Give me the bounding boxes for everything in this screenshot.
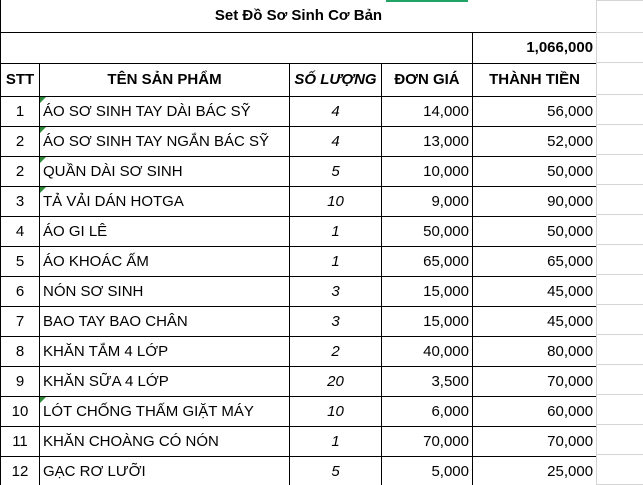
- cell-line-total[interactable]: 50,000: [473, 216, 597, 246]
- cell-unit-price[interactable]: 15,000: [382, 276, 473, 306]
- cell-product-name[interactable]: ÁO KHOÁC ẤM: [40, 246, 290, 276]
- header-stt[interactable]: STT: [1, 63, 40, 96]
- header-name[interactable]: TÊN SẢN PHẨM: [40, 63, 290, 96]
- cell-quantity[interactable]: 20: [290, 366, 382, 396]
- cell-product-name[interactable]: GẠC RƠ LƯỠI: [40, 456, 290, 485]
- row-gridline: [597, 454, 643, 455]
- row-gridline: [597, 32, 643, 33]
- cell-stt[interactable]: 2: [1, 126, 40, 156]
- row-gridline: [597, 394, 643, 395]
- cell-quantity[interactable]: 1: [290, 426, 382, 456]
- row-gridline: [597, 154, 643, 155]
- cell-product-name[interactable]: KHĂN CHOÀNG CÓ NÓN: [40, 426, 290, 456]
- cell-product-name[interactable]: QUẦN DÀI SƠ SINH: [40, 156, 290, 186]
- cell-unit-price[interactable]: 10,000: [382, 156, 473, 186]
- cell-quantity[interactable]: 10: [290, 396, 382, 426]
- header-row: [1, 63, 597, 96]
- table-row: [1, 456, 597, 485]
- table-row: [1, 336, 597, 366]
- grand-total-row: [1, 32, 597, 63]
- row-gridline: [597, 304, 643, 305]
- cell-unit-price[interactable]: 70,000: [382, 426, 473, 456]
- cell-product-name[interactable]: NÓN SƠ SINH: [40, 276, 290, 306]
- cell-product-name[interactable]: BAO TAY BAO CHÂN: [40, 306, 290, 336]
- cell-line-total[interactable]: 65,000: [473, 246, 597, 276]
- cell-line-total[interactable]: 25,000: [473, 456, 597, 485]
- cell-unit-price[interactable]: 9,000: [382, 186, 473, 216]
- cell-stt[interactable]: 9: [1, 366, 40, 396]
- cell-unit-price[interactable]: 15,000: [382, 306, 473, 336]
- row-gridline: [597, 0, 643, 1]
- cell-quantity[interactable]: 1: [290, 216, 382, 246]
- header-price[interactable]: ĐƠN GIÁ: [382, 63, 473, 96]
- cell-unit-price[interactable]: 13,000: [382, 126, 473, 156]
- cell-product-name[interactable]: TẢ VẢI DÁN HOTGA: [40, 186, 290, 216]
- row-gridline: [597, 244, 643, 245]
- table-row: [1, 126, 597, 156]
- header-qty[interactable]: SỐ LƯỢNG: [290, 63, 382, 96]
- column-gridline: [596, 0, 597, 485]
- cell-product-name[interactable]: KHĂN SỮA 4 LỚP: [40, 366, 290, 396]
- cell-line-total[interactable]: 70,000: [473, 426, 597, 456]
- cell-line-total[interactable]: 45,000: [473, 306, 597, 336]
- title-row: [1, 0, 597, 32]
- cell-stt[interactable]: 11: [1, 426, 40, 456]
- cell-line-total[interactable]: 80,000: [473, 336, 597, 366]
- cell-unit-price[interactable]: 40,000: [382, 336, 473, 366]
- cell-stt[interactable]: 1: [1, 96, 40, 126]
- cell-line-total[interactable]: 52,000: [473, 126, 597, 156]
- cell-stt[interactable]: 2: [1, 156, 40, 186]
- row-gridline: [597, 94, 643, 95]
- table-row: [1, 366, 597, 396]
- cell-stt[interactable]: 7: [1, 306, 40, 336]
- row-gridline: [597, 124, 643, 125]
- cell-stt[interactable]: 12: [1, 456, 40, 485]
- cell-stt[interactable]: 10: [1, 396, 40, 426]
- cell-stt[interactable]: 4: [1, 216, 40, 246]
- cell-quantity[interactable]: 3: [290, 306, 382, 336]
- cell-quantity[interactable]: 4: [290, 96, 382, 126]
- cell-unit-price[interactable]: 3,500: [382, 366, 473, 396]
- cell-stt[interactable]: 6: [1, 276, 40, 306]
- cell-line-total[interactable]: 90,000: [473, 186, 597, 216]
- cell-line-total[interactable]: 56,000: [473, 96, 597, 126]
- cell-unit-price[interactable]: 6,000: [382, 396, 473, 426]
- row-gridline: [597, 274, 643, 275]
- cell-unit-price[interactable]: 5,000: [382, 456, 473, 485]
- row-gridline: [597, 214, 643, 215]
- row-gridline: [597, 424, 643, 425]
- cell-unit-price[interactable]: 65,000: [382, 246, 473, 276]
- header-total[interactable]: THÀNH TIỀN: [473, 63, 597, 96]
- table-row: [1, 186, 597, 216]
- row-gridline: [597, 184, 643, 185]
- cell-product-name[interactable]: ÁO GI LÊ: [40, 216, 290, 246]
- table-row: [1, 426, 597, 456]
- cell-quantity[interactable]: 1: [290, 246, 382, 276]
- cell-quantity[interactable]: 10: [290, 186, 382, 216]
- cell-product-name[interactable]: LÓT CHỐNG THẤM GIẶT MÁY: [40, 396, 290, 426]
- table-row: [1, 156, 597, 186]
- cell-quantity[interactable]: 5: [290, 456, 382, 485]
- cell-stt[interactable]: 8: [1, 336, 40, 366]
- table-row: [1, 276, 597, 306]
- cell-unit-price[interactable]: 14,000: [382, 96, 473, 126]
- cell-line-total[interactable]: 70,000: [473, 366, 597, 396]
- sheet-title[interactable]: Set Đồ Sơ Sinh Cơ Bản: [1, 0, 597, 32]
- table-row: [1, 306, 597, 336]
- table-row: [1, 96, 597, 126]
- cell-stt[interactable]: 5: [1, 246, 40, 276]
- cell-line-total[interactable]: 50,000: [473, 156, 597, 186]
- cell-line-total[interactable]: 60,000: [473, 396, 597, 426]
- cell-product-name[interactable]: KHĂN TẮM 4 LỚP: [40, 336, 290, 366]
- cell-product-name[interactable]: ÁO SƠ SINH TAY DÀI BÁC SỸ: [40, 96, 290, 126]
- grand-total-value[interactable]: 1,066,000: [473, 32, 597, 63]
- cell-quantity[interactable]: 3: [290, 276, 382, 306]
- cell-unit-price[interactable]: 50,000: [382, 216, 473, 246]
- grand-total-label-cell[interactable]: [1, 32, 473, 63]
- row-gridline: [597, 364, 643, 365]
- table-row: [1, 216, 597, 246]
- cell-quantity[interactable]: 4: [290, 126, 382, 156]
- cell-quantity[interactable]: 5: [290, 156, 382, 186]
- cell-stt[interactable]: 3: [1, 186, 40, 216]
- row-gridline: [597, 62, 643, 63]
- table-row: [1, 246, 597, 276]
- table-row: [1, 396, 597, 426]
- cell-product-name[interactable]: ÁO SƠ SINH TAY NGẮN BÁC SỸ: [40, 126, 290, 156]
- row-gridline: [597, 334, 643, 335]
- cell-line-total[interactable]: 45,000: [473, 276, 597, 306]
- cell-quantity[interactable]: 2: [290, 336, 382, 366]
